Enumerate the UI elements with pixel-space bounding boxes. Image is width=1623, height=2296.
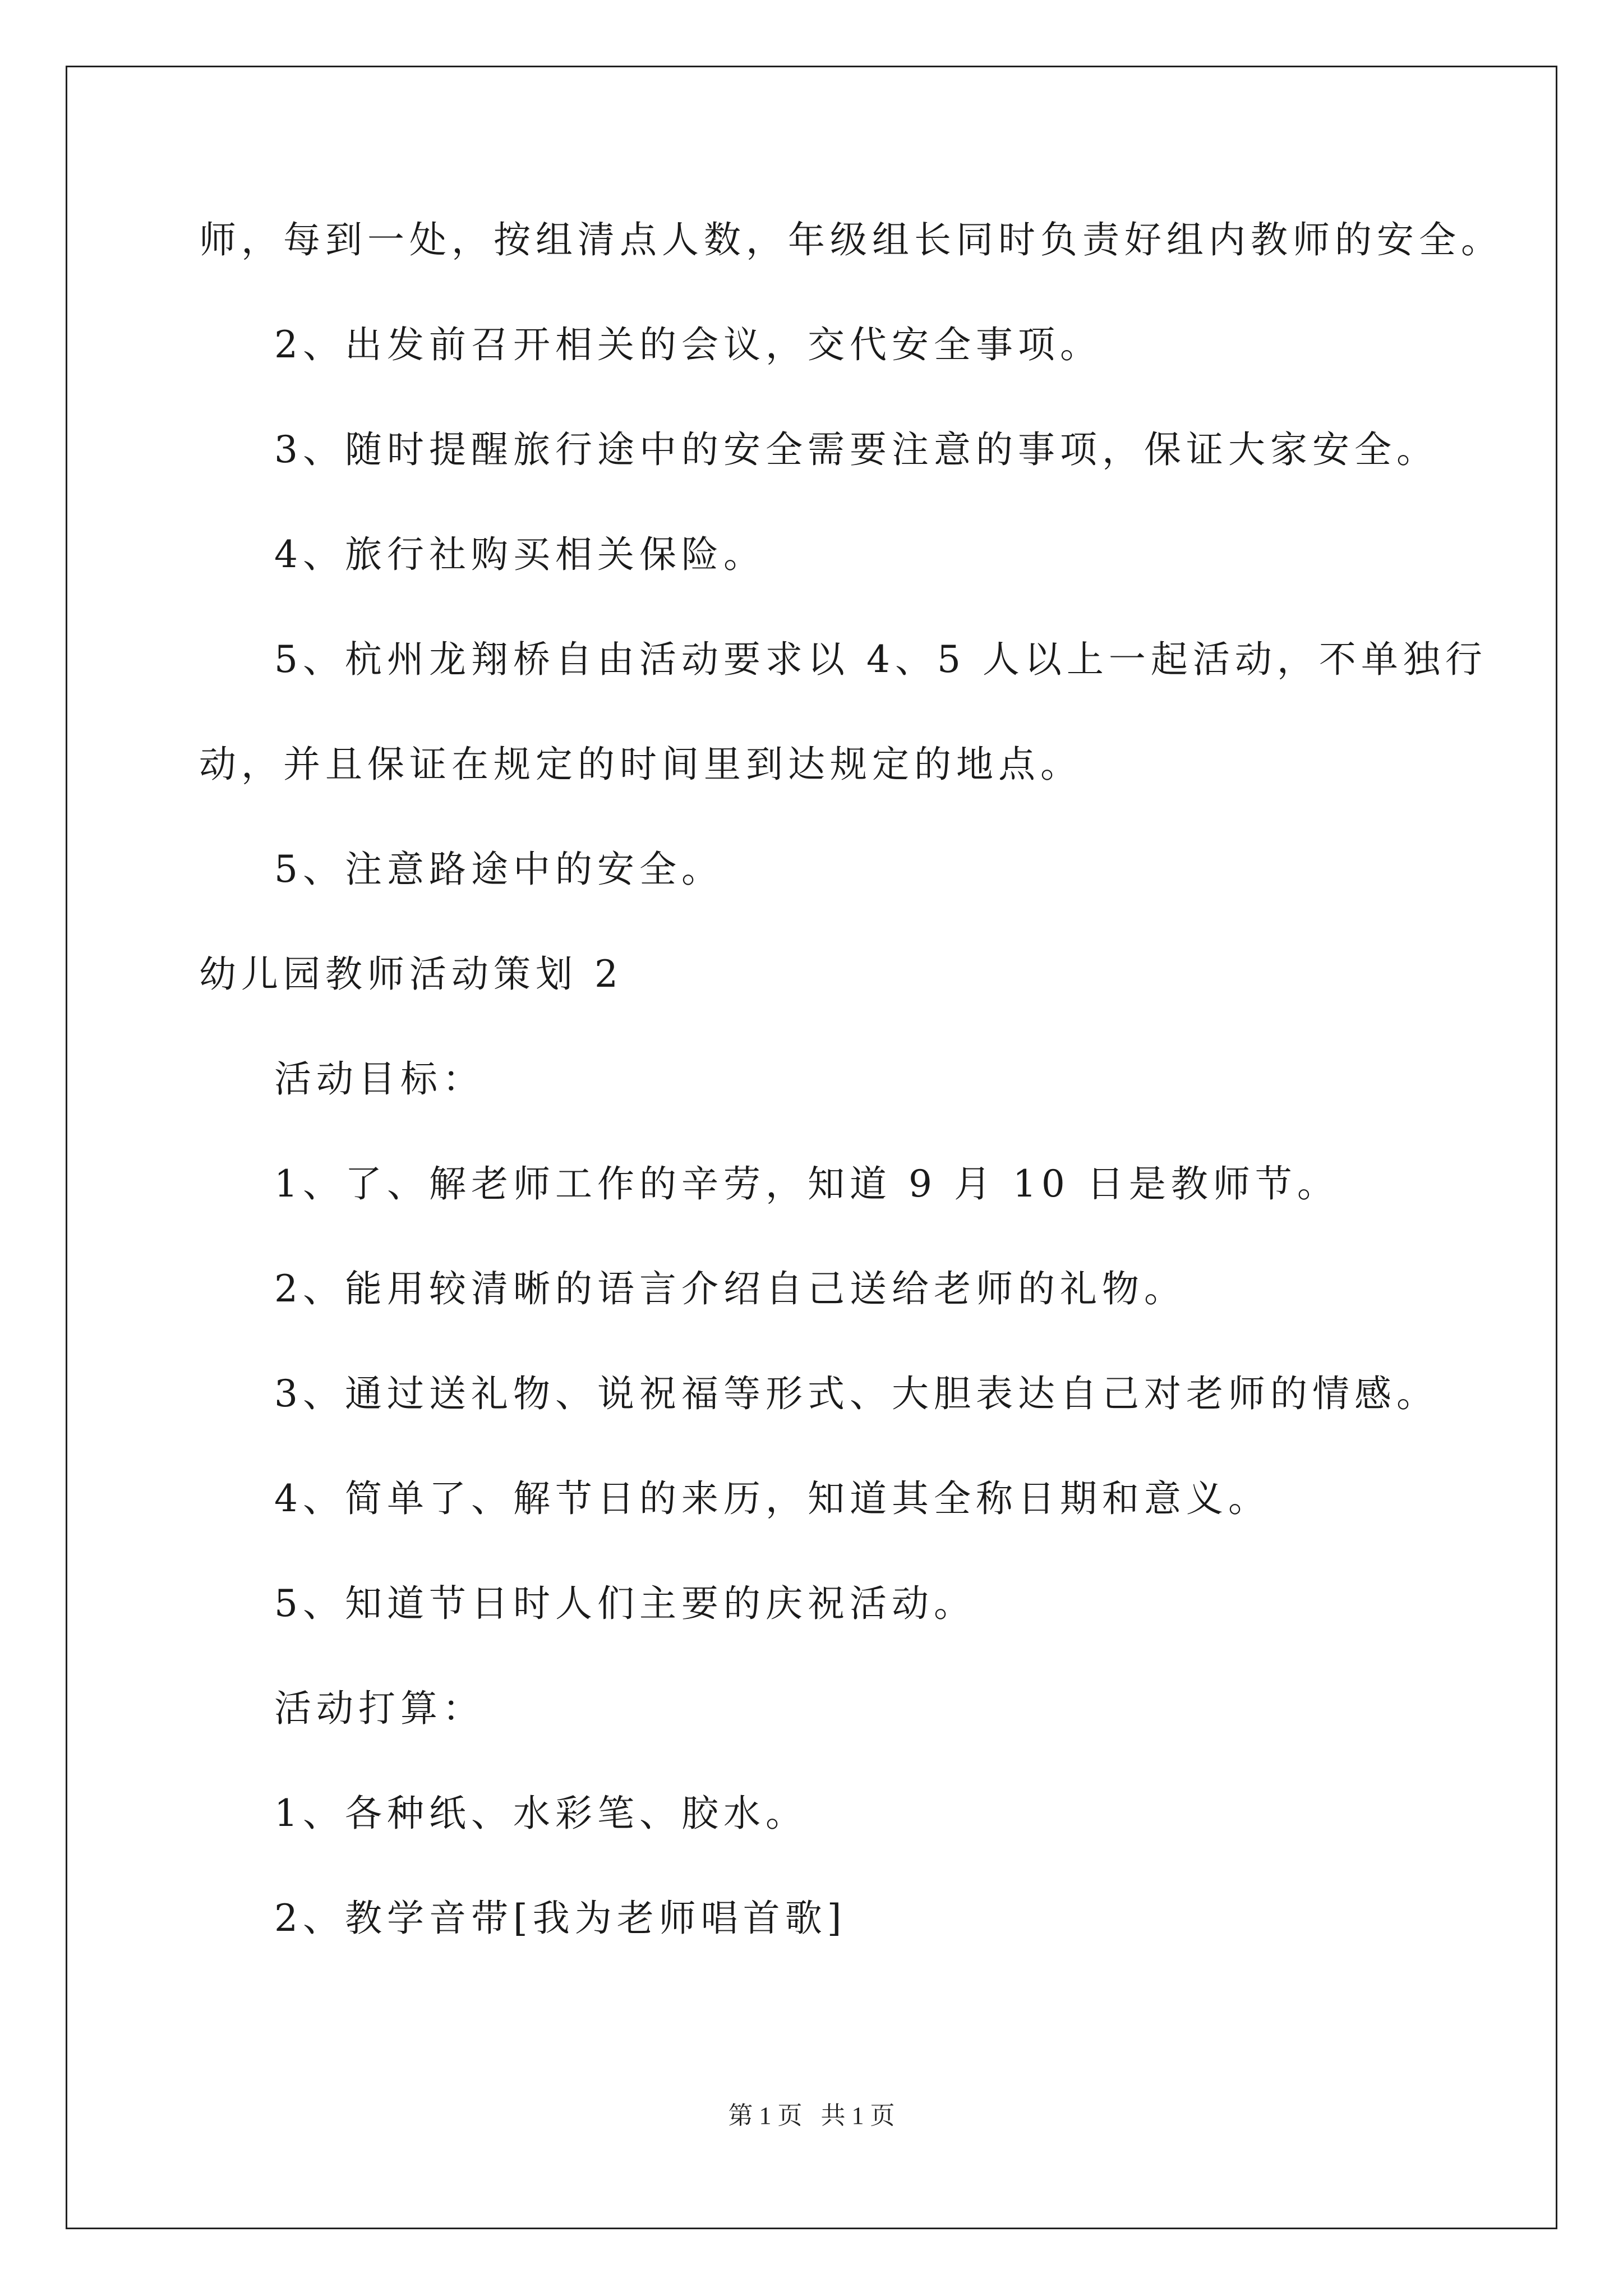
paragraph-line: 5、杭州龙翔桥自由活动要求以 4、5 人以上一起活动，不单独行 (274, 638, 1487, 681)
paragraph-line: 2、能用较清晰的语言介绍自己送给老师的礼物。 (274, 1267, 1186, 1310)
paragraph-line: 5、注意路途中的安全。 (274, 848, 723, 891)
paragraph-line: 4、旅行社购买相关保险。 (274, 533, 766, 576)
paragraph-line: 4、简单了、解节日的来历，知道其全称日期和意义。 (274, 1477, 1270, 1520)
section-heading: 幼儿园教师活动策划 2 (199, 953, 623, 996)
paragraph-line: 5、知道节日时人们主要的庆祝活动。 (274, 1582, 976, 1625)
paragraph-line: 1、各种纸、水彩笔、胶水。 (274, 1792, 808, 1835)
paragraph-line: 动，并且保证在规定的时间里到达规定的地点。 (199, 743, 1082, 786)
paragraph-line: 2、教学音带[我为老师唱首歌] (274, 1897, 847, 1940)
paragraph-line: 3、随时提醒旅行途中的安全需要注意的事项，保证大家安全。 (274, 428, 1438, 471)
subheading: 活动打算： (274, 1687, 485, 1730)
paragraph-line: 3、通过送礼物、说祝福等形式、大胆表达自己对老师的情感。 (274, 1372, 1438, 1415)
subheading: 活动目标： (274, 1057, 485, 1101)
page-number-footer: 第 1 页 共 1 页 (728, 2102, 895, 2129)
paragraph-line: 2、出发前召开相关的会议，交代安全事项。 (274, 323, 1102, 366)
paragraph-line: 1、了、解老师工作的辛劳，知道 9 月 10 日是教师节。 (274, 1162, 1339, 1205)
paragraph-line: 师，每到一处，按组清点人数，年级组长同时负责好组内教师的安全。 (199, 218, 1503, 261)
